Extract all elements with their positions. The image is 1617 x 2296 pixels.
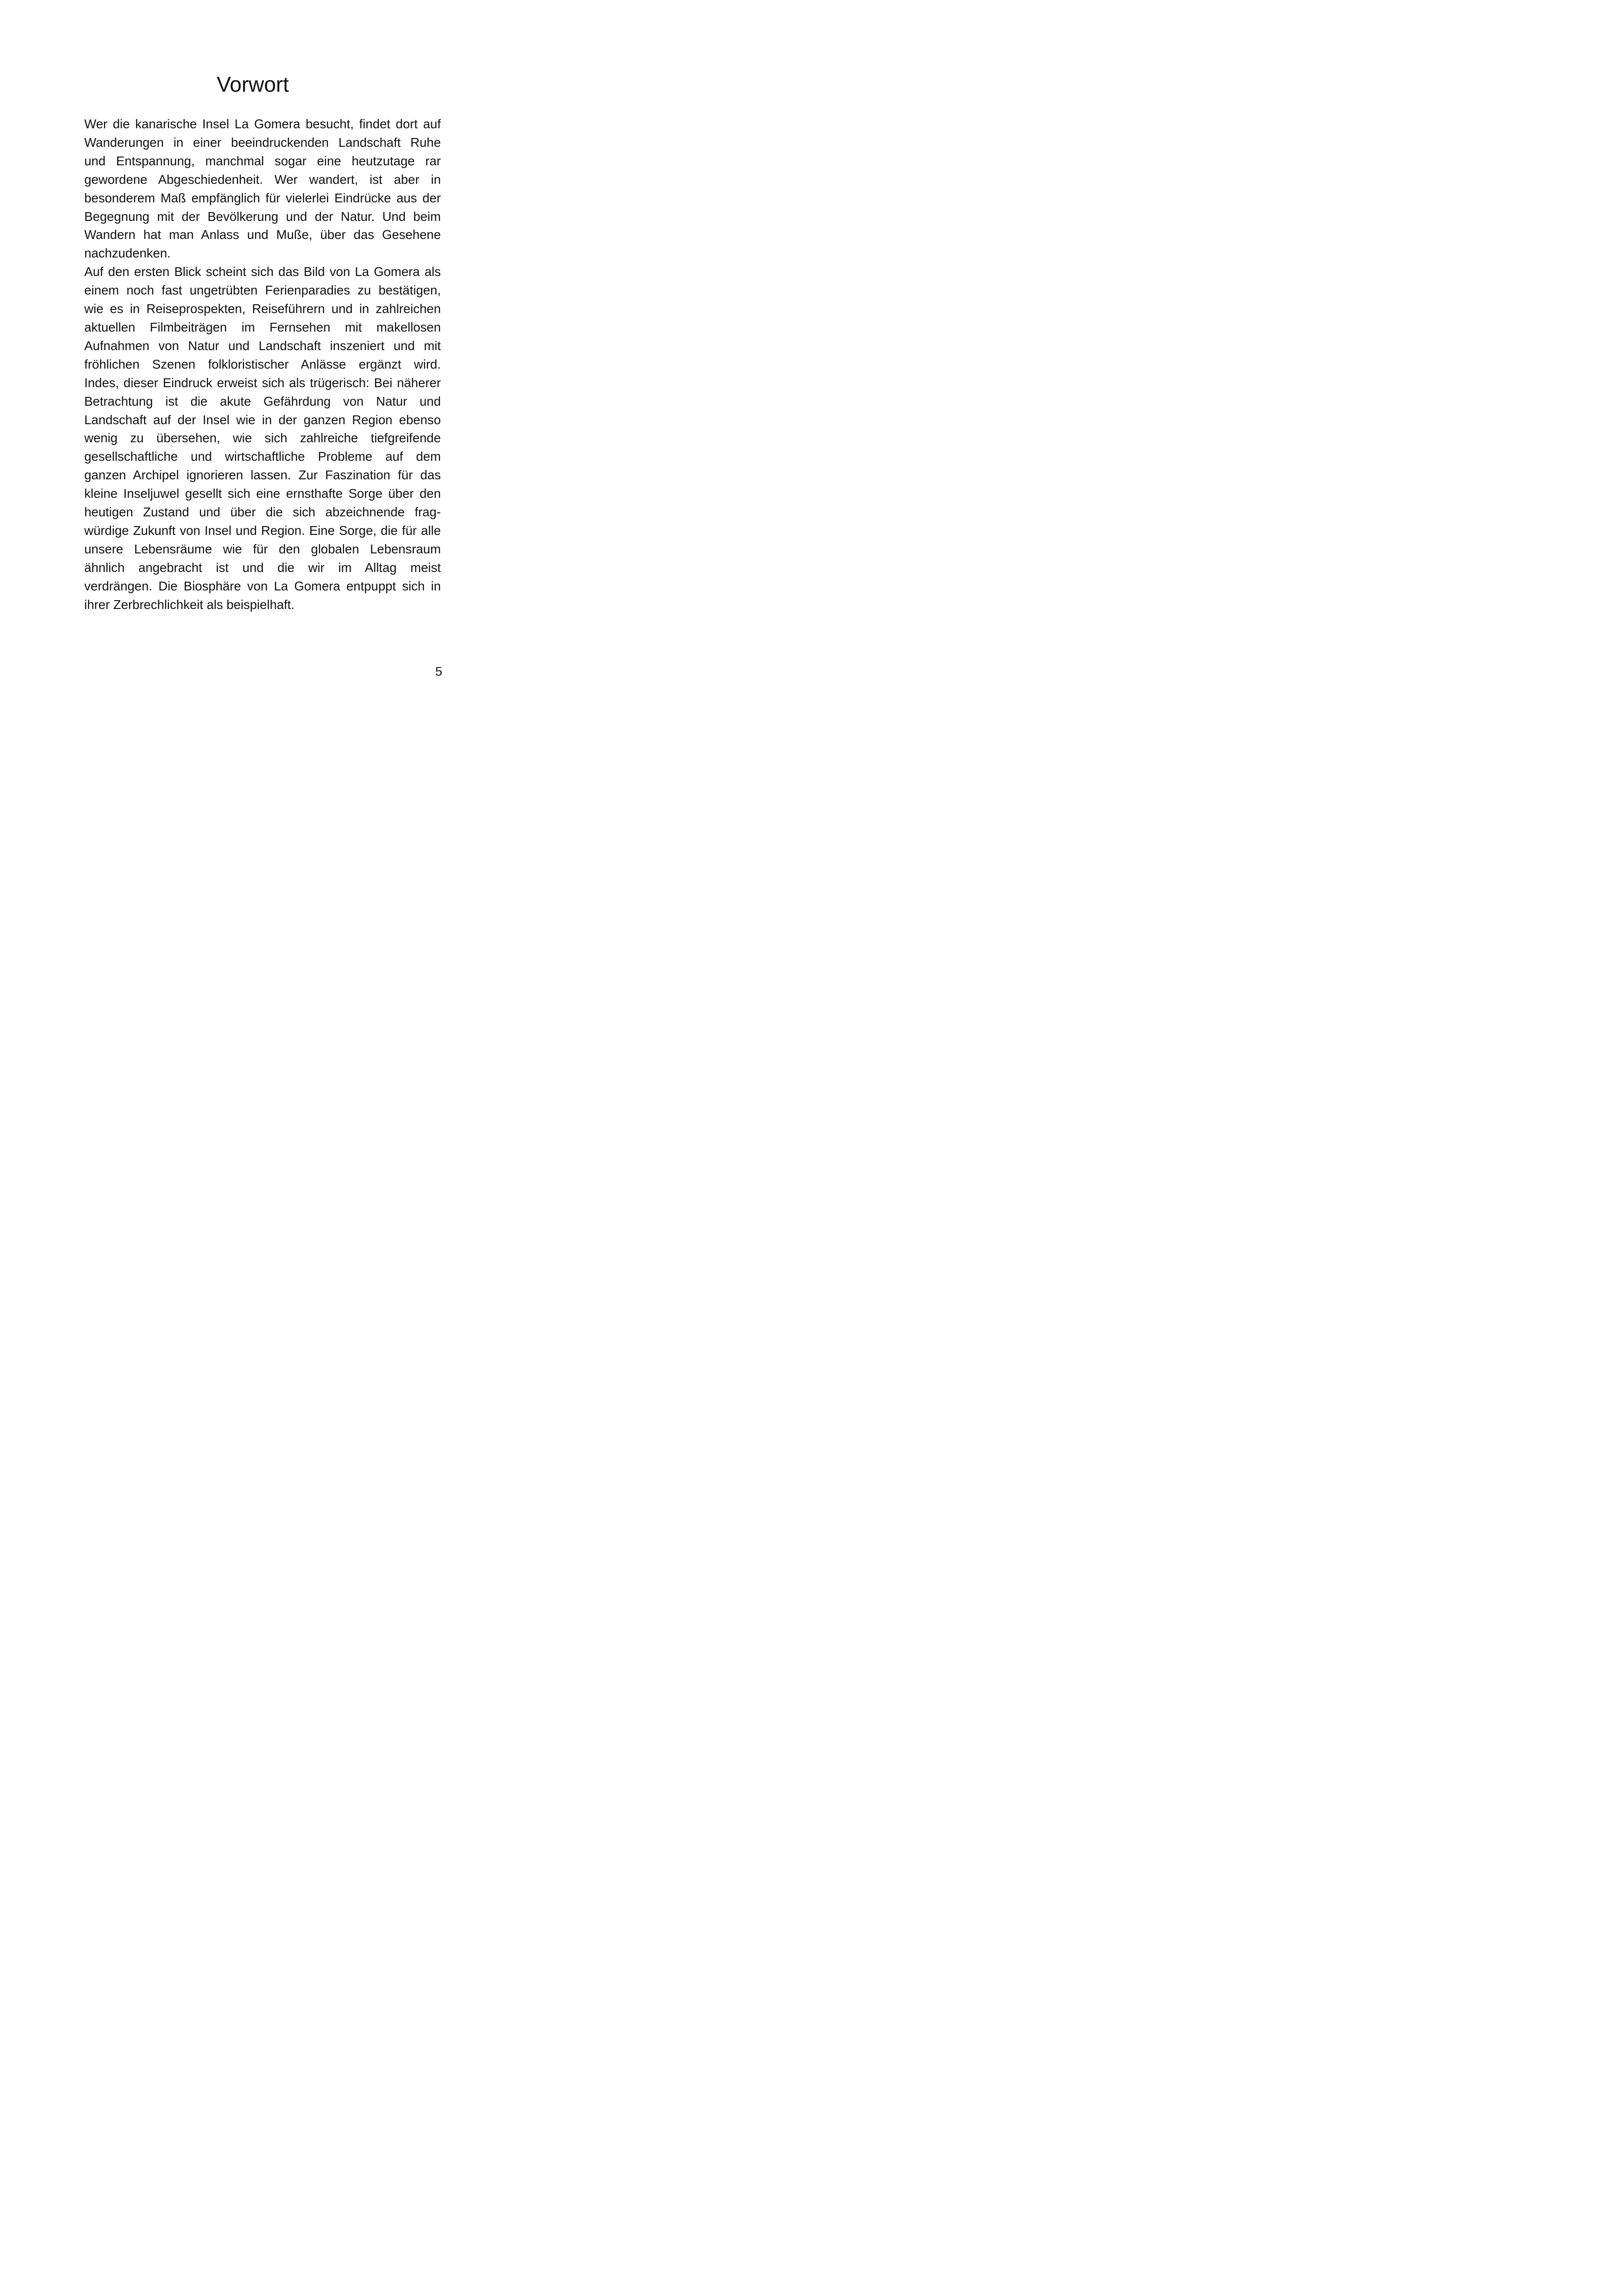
text-line: Wandern hat man Anlass und Muße, über das Gesehene xyxy=(84,227,441,242)
text-line: ganzen Archipel ignorieren lassen. Zur Faszination für das xyxy=(84,468,441,483)
text-line: heutigen Zustand und über die sich abzeichnende frag- xyxy=(84,505,441,520)
text-line: unsere Lebensräume wie für den globalen Lebensraum xyxy=(84,541,441,556)
text-line: Begegnung mit der Bevölkerung und der Natur. Und beim xyxy=(84,209,441,224)
text-line: Indes, dieser Eindruck erweist sich als trügerisch: Bei näherer xyxy=(84,375,441,390)
text-line: und Entspannung, manchmal sogar eine heutzutage rar xyxy=(84,153,441,168)
paragraph-2 xyxy=(84,263,441,614)
page-title: Vorwort xyxy=(217,72,289,96)
text-line: Landschaft auf der Insel wie in der ganzen Region ebenso xyxy=(84,412,441,427)
text-line: kleine Inseljuwel gesellt sich eine ernsthafte Sorge über den xyxy=(84,486,441,501)
text-line: würdige Zukunft von Insel und Region. Eine Sorge, die für alle xyxy=(84,523,441,538)
text-line: nachzudenken. xyxy=(84,246,171,261)
text-line: Aufnahmen von Natur und Landschaft inszeniert und mit xyxy=(84,338,441,353)
foreword-body xyxy=(84,115,441,614)
text-line: gesellschaftliche und wirtschaftliche Probleme auf dem xyxy=(84,449,441,464)
text-line: Betrachtung ist die akute Gefährdung von Natur und xyxy=(84,394,441,408)
paragraph-1 xyxy=(84,115,441,263)
text-line: fröhlichen Szenen folkloristischer Anlässe ergänzt wird. xyxy=(84,357,441,371)
text-line: gewordene Abgeschiedenheit. Wer wandert, ist aber in xyxy=(84,172,441,187)
text-line: Auf den ersten Blick scheint sich das Bild von La Gomera als xyxy=(84,264,441,279)
text-line: ihrer Zerbrechlichkeit als beispielhaft. xyxy=(84,597,295,612)
text-line: ähnlich angebracht ist und die wir im Alltag meist xyxy=(84,560,441,575)
text-line: wie es in Reiseprospekten, Reiseführern und in zahlreichen xyxy=(84,301,441,316)
text-line: wenig zu übersehen, wie sich zahlreiche tiefgreifende xyxy=(84,431,441,445)
text-line: Wer die kanarische Insel La Gomera besucht, findet dort auf xyxy=(84,117,441,131)
text-line: aktuellen Filmbeiträgen im Fernsehen mit makellosen xyxy=(84,320,441,334)
page-number: 5 xyxy=(435,665,442,678)
text-line: einem noch fast ungetrübten Ferienparadies zu bestätigen, xyxy=(84,283,441,298)
book-page xyxy=(0,0,506,718)
text-line: verdrängen. Die Biosphäre von La Gomera entpuppt sich in xyxy=(84,578,441,593)
text-line: besonderem Maß empfänglich für vielerlei Eindrücke aus der xyxy=(84,190,441,205)
text-line: Wanderungen in einer beeindruckenden Landschaft Ruhe xyxy=(84,135,441,150)
